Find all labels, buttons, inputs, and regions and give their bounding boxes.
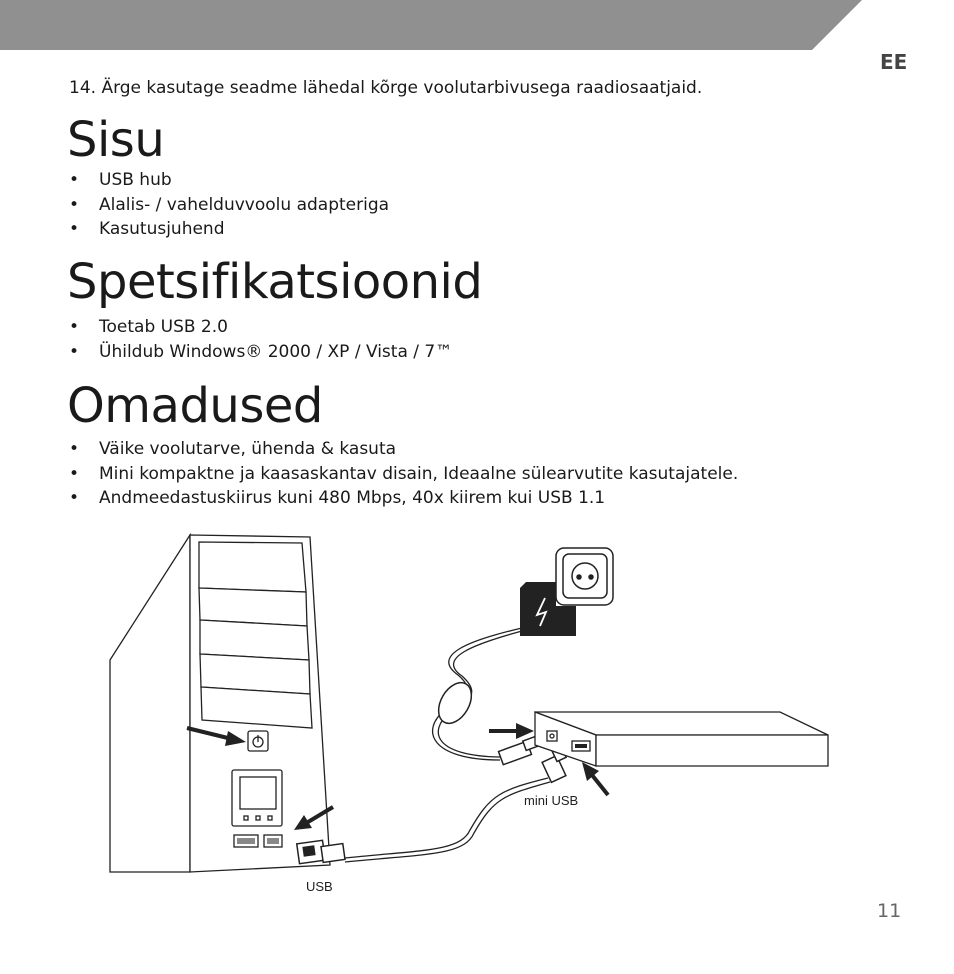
wall-socket-icon [556, 548, 613, 605]
header-bar [0, 0, 954, 50]
list-item: • Mini kompaktne ja kaasaskantav disain, Ideaalne sülearvutite kasutajatele. [69, 463, 739, 484]
list-item: • Toetab USB 2.0 [69, 317, 228, 337]
section-title-spetsifikatsioonid: Spetsifikatsioonid [67, 254, 483, 310]
power-cable [432, 628, 541, 765]
list-item: • Andmeedastuskiirus kuni 480 Mbps, 40x kiirem kui USB 1.1 [69, 488, 606, 508]
list-item: • Kasutusjuhend [69, 219, 225, 239]
list-item: • Ühildub Windows® 2000 / XP / Vista / 7™ [69, 341, 453, 362]
spetsifikatsioonid-list [69, 315, 452, 364]
connection-diagram [0, 520, 954, 900]
sisu-list [69, 168, 389, 242]
language-code: EE [880, 50, 908, 74]
list-item: • USB hub [69, 170, 172, 190]
usb-hub-icon [535, 712, 828, 766]
usb-label: USB [306, 879, 333, 894]
computer-tower-icon [110, 535, 330, 872]
omadused-list [69, 437, 738, 511]
mini-usb-label: mini USB [524, 793, 579, 808]
section-title-omadused: Omadused [67, 378, 323, 434]
list-item: • Alalis- / vahelduvvoolu adapteriga [69, 194, 390, 215]
list-item: • Väike voolutarve, ühenda & kasuta [69, 439, 397, 459]
page-number: 11 [877, 900, 902, 922]
safety-note: 14. Ärge kasutage seadme lähedal kõrge voolutarbivusega raadiosaatjaid. [69, 78, 703, 98]
section-title-sisu: Sisu [67, 112, 165, 168]
